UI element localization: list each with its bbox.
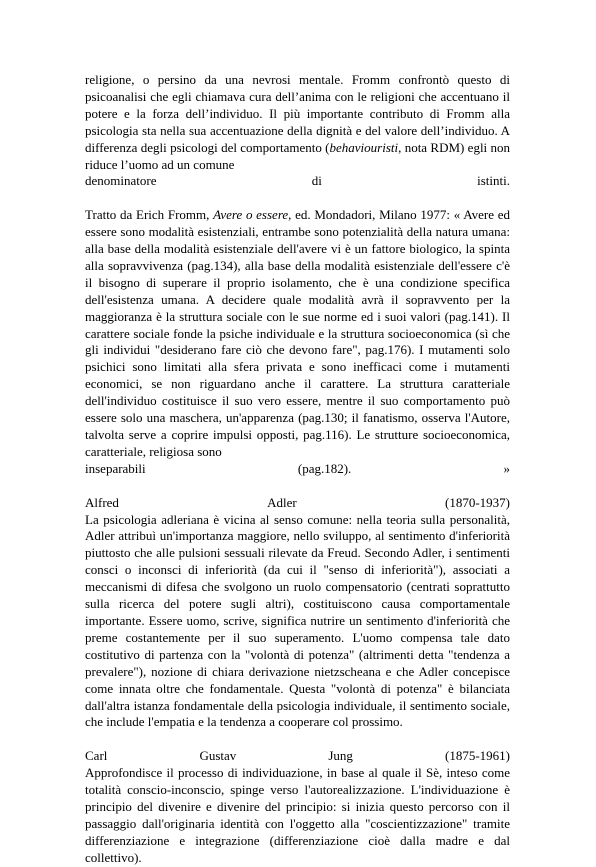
jung-last-name: Jung — [328, 748, 353, 764]
jung-body: Approfondisce il processo di individuazione, in base al quale il Sè, inteso come totalità conscio-inconscio, spinge verso l'autorealizzazione. L'individuazione è principio del divenire e divenire del principio: si inizia questo percorso con il passaggio dall'originaria identità con l'oggetto alla "coscientizzazione" tramite differenziazione e integrazione (differenziazione cioè dalla madre e dal collettivo). — [85, 765, 510, 865]
last-word-1: denominatore — [85, 173, 157, 189]
last-word-3: istinti. — [477, 173, 510, 189]
jung-middle-name: Gustav — [199, 748, 237, 764]
document-page — [85, 72, 510, 867]
fromm-intro-text — [85, 72, 510, 173]
fromm-intro-last-line — [85, 173, 510, 190]
behaviouristi-italic: behaviouristi — [329, 139, 399, 155]
fromm-intro-after: , nota RDM) egli non riduce l’uomo ad un comune — [85, 139, 510, 172]
jung-dates: (1875-1961) — [444, 748, 510, 764]
adler-heading — [85, 495, 510, 512]
jung-heading — [85, 748, 510, 765]
fromm-quote-text — [85, 207, 510, 461]
last-word-2: di — [311, 173, 322, 189]
adler-body: La psicologia adleriana è vicina al senso comune: nella teoria sulla personalità, Adler attribuì un'importanza maggiore, nello sviluppo, al sentimento d'inferiorità piuttosto che alle pulsioni sessuali rilevate da Freud. Secondo Adler, i sentimenti consci o inconsci di inferiorità (da cui il "senso di inferiorità"), associati a meccanismi di difesa che svolgono un ruolo compensatorio (centrati soprattutto sulla ricerca del potere sugli altri), costituiscono causa comportamentale importante. Essere uomo, scrive, significa nutrire un sentimento d'inferiorità che preme costantemente per il suo superamento. L'uomo compensa tale dato costitutivo di partenza con la "volontà di potenza" (altrimenti detta "tendenza a prevalere"), nozione di chiara derivazione nietzscheana e che Adler concepisce come innata oltre che fondamentale. Questa "volontà di potenza" è bilanciata dall'altra istanza fondamentale della psicologia individuale, il sentimento sociale, che include l'empatia e la tendenza a cooperare col prossimo. — [85, 511, 510, 730]
fromm-quote-lead: Tratto da Erich Fromm, — [85, 207, 214, 223]
book-title: Avere o essere — [213, 207, 289, 223]
fromm-intro-body: religione, o persino da una nevrosi mentale. Fromm confrontò questo di psicoanalisi che egli chiamava cura dell’anima con le religioni che accentuano il potere e la forza dell’individuo. Il più importante contributo di Fromm alla psicologia sta nella sua accentuazione della dignità e del valore dell’individuo. A differenza degli psicologi del comportamento ( — [85, 72, 510, 155]
jung-section — [85, 748, 510, 866]
adler-section — [85, 495, 510, 732]
adler-last-name: Adler — [267, 494, 297, 510]
fromm-quote-body: « Avere ed essere sono modalità esistenziali, entrambe sono potenzialità della natura umana: alla base della modalità esistenziale dell'avere vi è un fattore biologico, la spinta alla sopravvivenza (pag.134), alla base della modalità esistenziale dell'essere c'è il bisogno di superare il proprio isolamento, che è una condizione specifica dell'esistenza umana. A decidere quale modalità avrà il sopravvento per la maggioranza è la struttura sociale con le sue norme ed i suoi valori (pag.141). Il carattere sociale fonde la psiche individuale e la struttura socioeconomica (sì che gli individui "desiderano fare ciò che devono fare", pag.176). I mutamenti solo psichici sono limitati alla sfera privata e sono inefficaci come i mutamenti economici, se non riguardano anche il carattere. La struttura caratteriale dell'individuo costituisce il suo vero essere, mentre il suo comportamento può essere solo una maschera, un'apparenza (pag.130; il fanatismo, osserva l'Autore, talvolta serve a coprire impulsi opposti, pag.116). Le strutture socioeconomica, caratteriale, religiosa sono — [85, 207, 510, 459]
quote-last-word-1: inseparabili — [85, 460, 146, 476]
fromm-intro-paragraph — [85, 72, 510, 190]
adler-dates: (1870-1937) — [444, 494, 510, 510]
quote-last-word-2: (pag.182). — [297, 460, 352, 476]
quote-close-mark: » — [503, 460, 510, 476]
fromm-quote-lead-after: , ed. Mondadori, Milano 1977: — [288, 207, 450, 223]
fromm-quote-paragraph — [85, 207, 510, 478]
adler-first-name: Alfred — [85, 494, 119, 510]
jung-first-name: Carl — [85, 748, 108, 764]
fromm-quote-last-line — [85, 461, 510, 478]
